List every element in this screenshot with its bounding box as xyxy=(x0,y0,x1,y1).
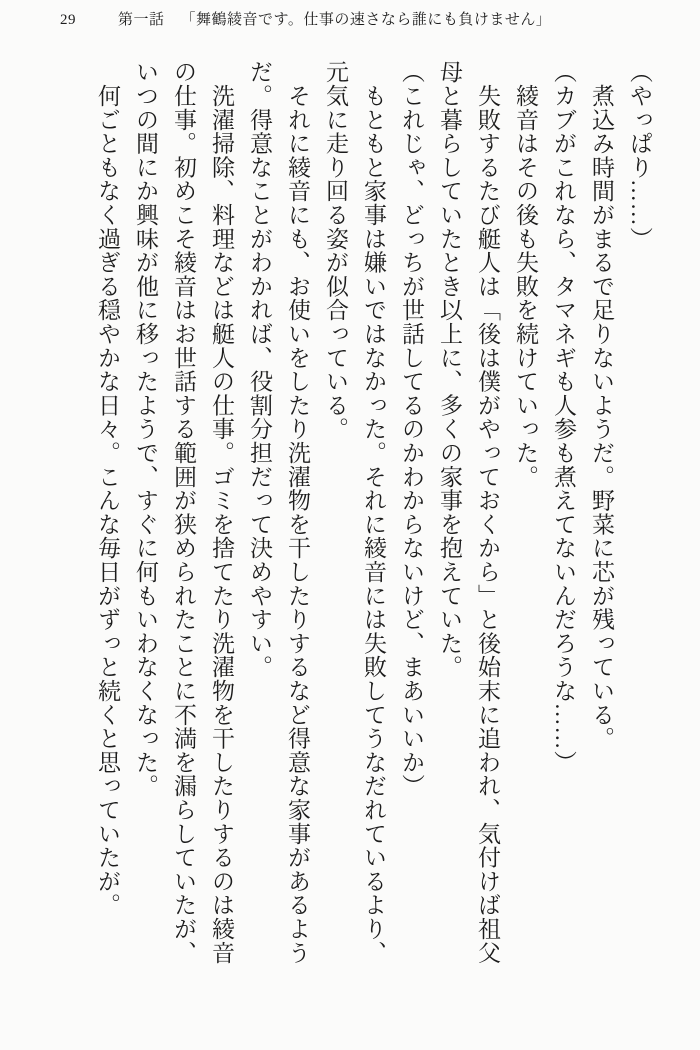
chapter-label: 第一話 xyxy=(118,12,165,28)
text-line: 洗濯掃除、料理などは艇人の仕事。ゴミを捨てたり洗濯物を干したりするのは綾音 xyxy=(209,60,234,965)
text-line: （やっぱり……） xyxy=(627,60,652,251)
text-line: （カブがこれなら、タマネギも人参も煮えてないんだろうな……） xyxy=(551,60,576,774)
page-header xyxy=(0,8,700,29)
page-number: 29 xyxy=(60,12,76,28)
text-line: の仕事。初めこそ綾音はお世話する範囲が狭められたことに不満を漏らしていたが、 xyxy=(171,60,196,965)
text-line: 何ごともなく過ぎる穏やかな日々。こんな毎日がずっと続くと思っていたが。 xyxy=(95,60,120,917)
text-line: 元気に走り回る姿が似合っている。 xyxy=(323,60,348,441)
text-line: だ。得意なことがわかれば、役割分担だって決めやすい。 xyxy=(247,60,272,679)
text-line: （これじゃ、どっちが世話してるのかわからないけど、まあいいか） xyxy=(399,60,424,798)
text-line: 煮込み時間がまるで足りないようだ。野菜に芯が残っている。 xyxy=(589,60,614,751)
text-line: それに綾音にも、お使いをしたり洗濯物を干したりするなど得意な家事があるよう xyxy=(285,60,310,965)
text-line: 綾音はその後も失敗を続けていった。 xyxy=(513,60,538,489)
novel-text-block xyxy=(88,60,658,995)
text-line: いつの間にか興味が他に移ったようで、すぐに何もいわなくなった。 xyxy=(133,60,158,798)
chapter-title: 「舞鶴綾音です。仕事の速さなら誰にも負けません」 xyxy=(180,12,552,28)
text-line: 失敗するたび艇人は「後は僕がやっておくから」と後始末に追われ、気付けば祖父 xyxy=(475,60,500,965)
text-line: 母と暮らしていたとき以上に、多くの家事を抱えていた。 xyxy=(437,60,462,679)
text-line: もともと家事は嫌いではなかった。それに綾音には失敗してうなだれているより、 xyxy=(361,60,386,965)
